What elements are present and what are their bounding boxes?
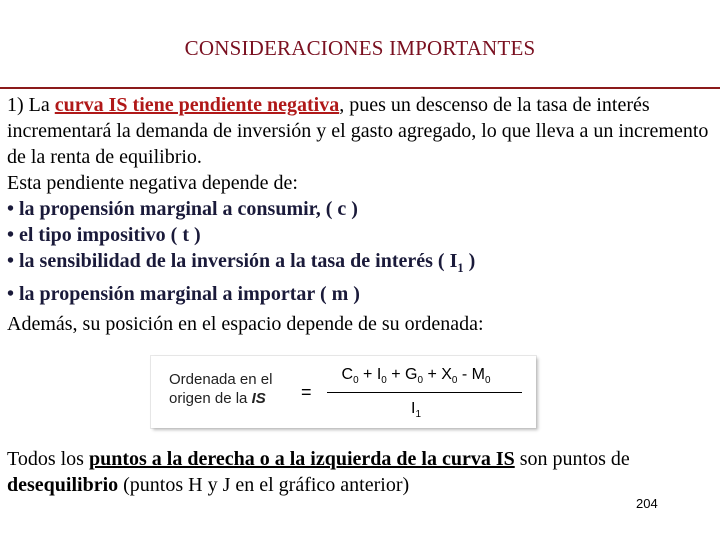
page-number: 204 (636, 496, 658, 511)
bottom-t5: (puntos H y J en el gráfico anterior) (118, 474, 410, 496)
point-1-rest: , pues un descenso de la tasa de interés incrementará la demanda de inversión y el gasto agregado, lo que lleva a un incremento de la renta de equilibrio. (7, 94, 709, 168)
position-text: Además, su posición en el espacio depende de su ordenada: (7, 313, 484, 335)
intercept-formula (151, 356, 536, 428)
bottom-t3: son puntos de (514, 448, 630, 470)
point-1-prefix: 1) La (7, 94, 55, 116)
bullet-3-sub: 1 (457, 261, 464, 275)
bottom-paragraph (7, 446, 719, 498)
formula-label-is: IS (251, 390, 266, 407)
formula-label-line1: Ordenada en el (169, 371, 273, 388)
bottom-points: puntos a la derecha o a la izquierda de la curva IS (88, 448, 515, 470)
title-divider (0, 87, 720, 89)
formula-equals: = (301, 382, 312, 402)
formula-numerator: $C_0 + I_0 + G_0 + X_0 - M_0$ (341, 366, 491, 387)
bottom-t1: Todos los (7, 448, 89, 470)
depends-text: Esta pendiente negativa depende de: (7, 172, 298, 194)
formula-label-line2: origen de la (169, 390, 252, 407)
bullet-3 (7, 250, 476, 275)
point-1-paragraph (7, 92, 719, 307)
bullet-3-tail: ) (463, 250, 476, 272)
formula-label (169, 370, 272, 408)
bullet-2: • el tipo impositivo ( t ) (7, 224, 201, 246)
formula-denominator: $I_1$ (411, 400, 421, 421)
bullet-4: • la propensión marginal a importar ( m ) (7, 283, 360, 305)
page-title: CONSIDERACIONES IMPORTANTES (184, 36, 536, 60)
bullet-3-text: • la sensibilidad de la inversión a la tasa de interés ( I (7, 250, 458, 272)
bottom-desequilibrio: desequilibrio (7, 474, 119, 496)
fraction-bar (327, 392, 522, 393)
point-1-highlight: curva IS tiene pendiente negativa (54, 94, 340, 116)
bullet-1: • la propensión marginal a consumir, ( c ) (7, 198, 358, 220)
